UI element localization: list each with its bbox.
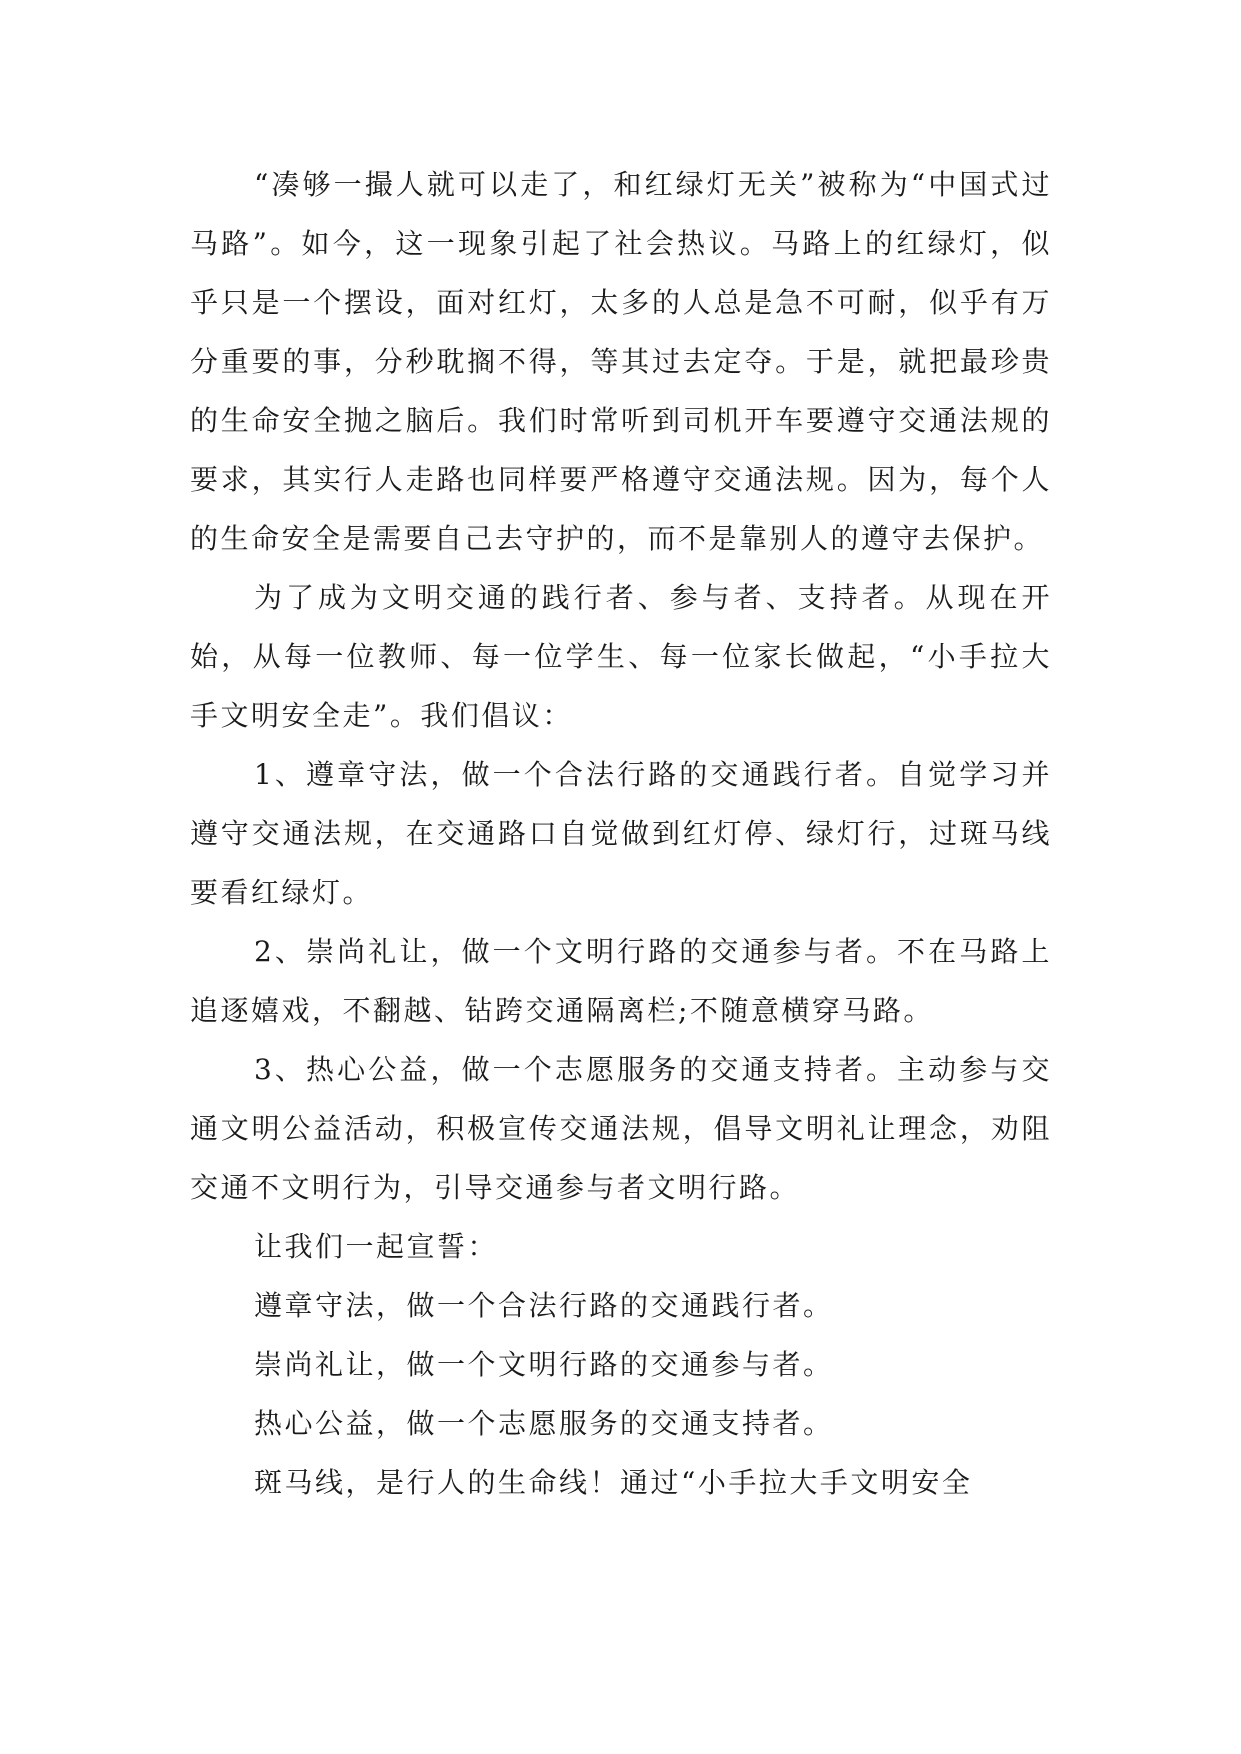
pledge-intro: 让我们一起宣誓：: [254, 1230, 499, 1263]
paragraph-call-to-action: 为了成为文明交通的践行者、参与者、支持者。从现在开始，从每一位教师、每一位学生、每一位家长做起，“小手拉大手文明安全走”。我们倡议：: [190, 581, 1052, 732]
paragraph-proposal-3: 3、热心公益，做一个志愿服务的交通支持者。主动参与交通文明公益活动，积极宣传交通法规，倡导文明礼让理念，劝阻交通不文明行为，引导交通参与者文明行路。: [190, 1053, 1052, 1204]
paragraph-intro: “凑够一撮人就可以走了，和红绿灯无关”被称为“中国式过马路”。如今，这一现象引起了社会热议。马路上的红绿灯，似乎只是一个摆设，面对红灯，太多的人总是急不可耐，似乎有万分重要的事，分秒耽搁不得，等其过去定夺。于是，就把最珍贵的生命安全抛之脑后。我们时常听到司机开车要遵守交通法规的要求，其实行人走路也同样要严格遵守交通法规。因为，每个人的生命安全是需要自己去守护的，而不是靠别人的遵守去保护。: [190, 168, 1052, 555]
paragraph-proposal-2: 2、崇尚礼让，做一个文明行路的交通参与者。不在马路上追逐嬉戏，不翻越、钻跨交通隔离栏;不随意横穿马路。: [190, 935, 1052, 1027]
paragraph-proposal-1: 1、遵章守法，做一个合法行路的交通践行者。自觉学习并遵守交通法规，在交通路口自觉做到红灯停、绿灯行，过斑马线要看红绿灯。: [190, 758, 1052, 909]
document-body: [190, 155, 1052, 1512]
pledge-line-3: 热心公益，做一个志愿服务的交通支持者。: [254, 1407, 834, 1440]
pledge-line-1: 遵章守法，做一个合法行路的交通践行者。: [254, 1289, 834, 1322]
closing-line: 斑马线，是行人的生命线！通过“小手拉大手文明安全: [254, 1466, 973, 1499]
pledge-line-2: 崇尚礼让，做一个文明行路的交通参与者。: [254, 1348, 834, 1381]
